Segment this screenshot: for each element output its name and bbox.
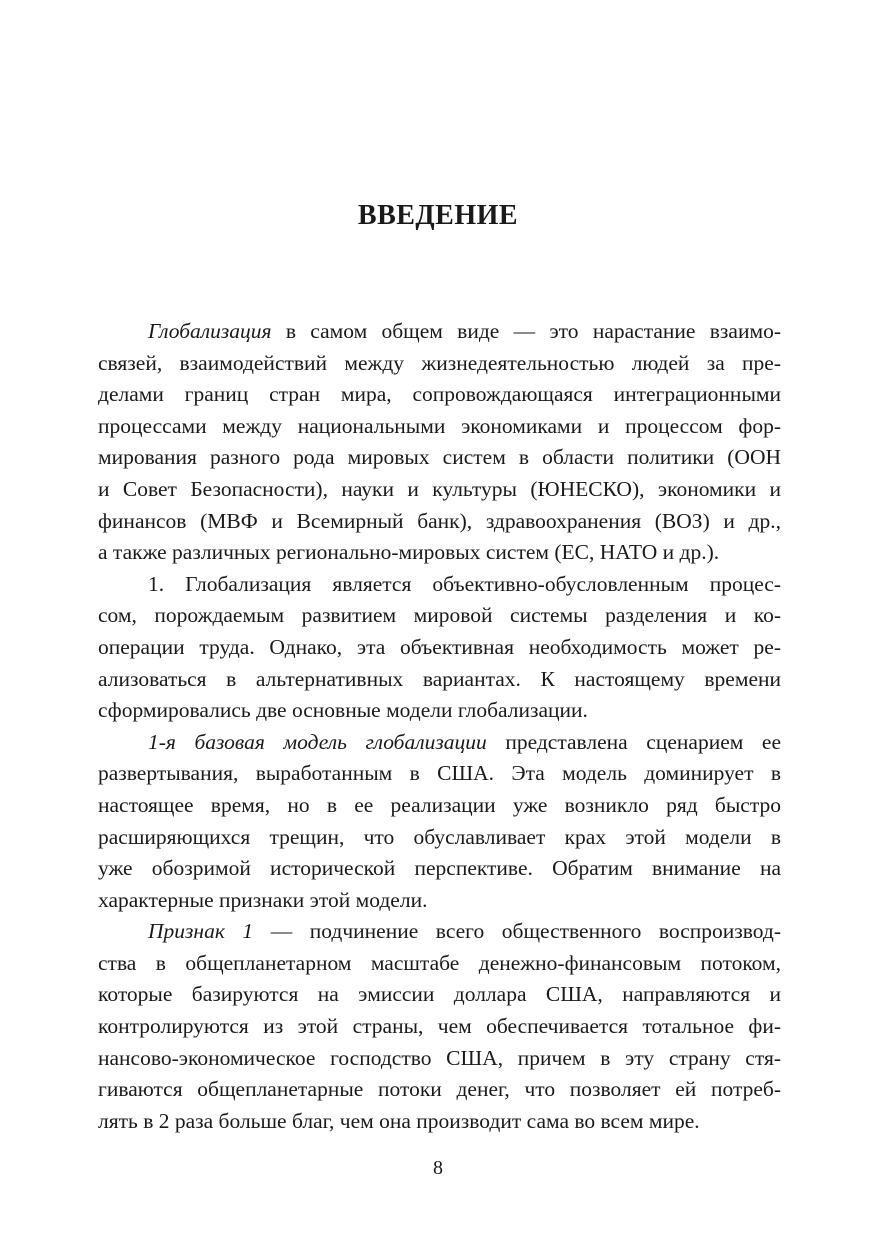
text-line: 1-я базовая модель глобализации представлена сценарием ее: [148, 729, 782, 754]
page-number: 8: [433, 1157, 443, 1179]
italic-term: 1-я базовая модель глобализации: [148, 729, 487, 754]
body-text: [98, 316, 781, 1137]
italic-term: Признак 1: [148, 919, 254, 944]
text-line: характерные признаки этой модели.: [98, 887, 428, 912]
text-line: настоящее время, но в ее реализации уже возникло ряд быстро: [98, 792, 781, 817]
text-line: уже обозримой исторической перспективе. Обратим внимание на: [98, 856, 781, 881]
text-line: 1. Глобализация является объективно-обусловленным процес-: [148, 571, 781, 596]
text-line: и Совет Безопасности), науки и культуры (ЮНЕСКО), экономики и: [98, 476, 781, 501]
text-line: сформировались две основные модели глобализации.: [98, 698, 588, 723]
text-line: делами границ стран мира, сопровождающаяся интеграционными: [98, 382, 781, 407]
text-line: сом, порождаемым развитием мировой системы разделения и ко-: [98, 603, 781, 628]
text-line: которые базируются на эмиссии доллара США, направляются и: [98, 982, 781, 1007]
text-line: развертывания, выработанным в США. Эта модель доминирует в: [98, 761, 781, 786]
text-line: ализоваться в альтернативных вариантах. К настоящему времени: [98, 666, 781, 691]
text-line: лять в 2 раза больше благ, чем она производит сама во всем мире.: [98, 1108, 700, 1133]
chapter-heading: ВВЕДЕНИЕ: [357, 200, 519, 231]
text-line: Глобализация в самом общем виде — это нарастание взаимо-: [148, 319, 781, 343]
text-line: Признак 1 — подчинение всего общественного воспроизвод-: [148, 919, 781, 944]
text-line: ства в общепланетарном масштабе денежно-финансовым потоком,: [98, 950, 781, 975]
text-line: связей, взаимодействий между жизнедеятельностью людей за пре-: [98, 350, 781, 375]
text-line: операции труда. Однако, эта объективная необходимость может ре-: [98, 634, 781, 659]
text-line: гиваются общепланетарные потоки денег, что позволяет ей потреб-: [98, 1077, 781, 1102]
text-line: контролируются из этой страны, чем обеспечивается тотальное фи-: [98, 1014, 781, 1039]
text-line: нансово-экономическое господство США, причем в эту страну стя-: [98, 1045, 781, 1070]
text-line: финансов (МВФ и Всемирный банк), здравоохранения (ВОЗ) и др.,: [98, 508, 781, 533]
text-line: процессами между национальными экономиками и процессом фор-: [98, 413, 781, 438]
italic-term: Глобализация: [148, 319, 272, 343]
text-line: расширяющихся трещин, что обуславливает крах этой модели в: [98, 824, 781, 849]
text-line: а также различных регионально-мировых систем (ЕС, НАТО и др.).: [98, 540, 720, 565]
text-line: мирования разного рода мировых систем в области политики (ООН: [98, 445, 781, 470]
